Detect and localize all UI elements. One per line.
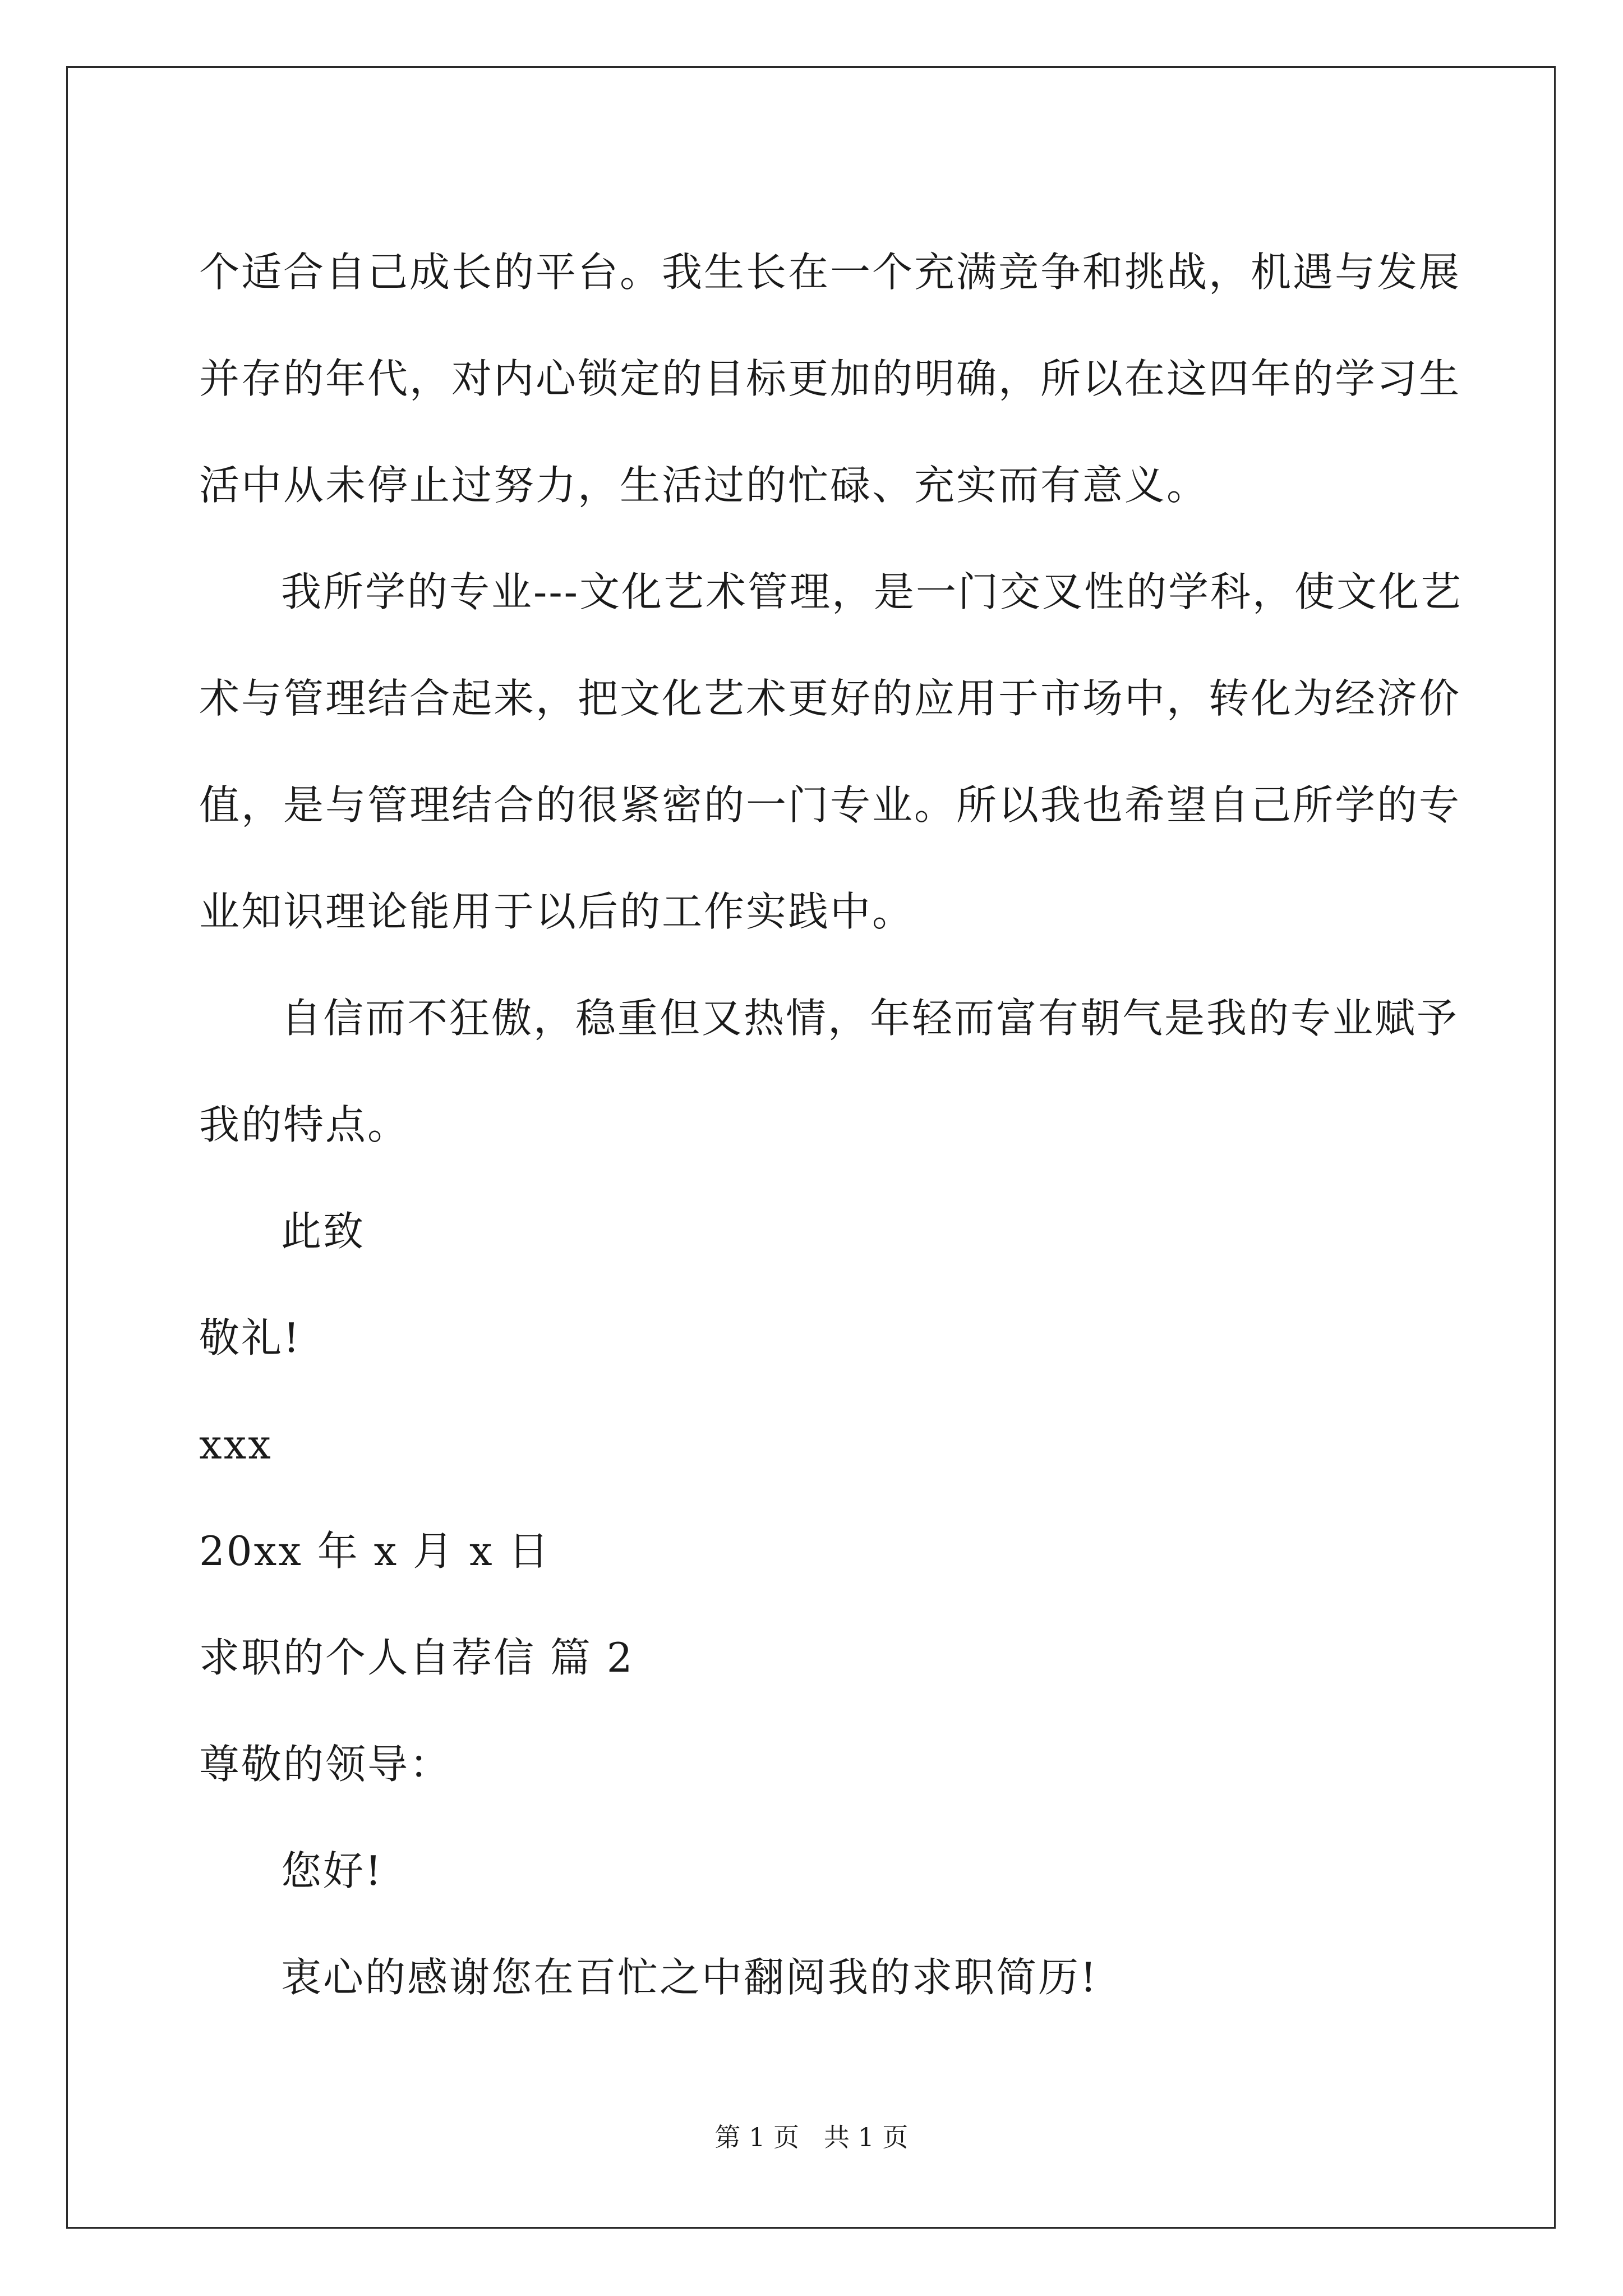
letter-body: [199, 219, 1463, 2031]
paragraph-start: 自信而不狂傲，稳重但又热情，年轻而富有朝气是我的专业赋予: [281, 995, 1459, 1042]
page-footer: 第 1 页 共 1 页: [714, 2122, 909, 2152]
text-line: 我的特点。: [199, 1101, 410, 1148]
greeting-hello: 您好!: [281, 1847, 383, 1894]
text-line: 活中从未停止过努力，生活过的忙碌、充实而有意义。: [199, 462, 1209, 509]
signature-date: 20xx 年 x 月 x 日: [199, 1527, 551, 1575]
text-line: 术与管理结合起来，把文化艺术更好的应用于市场中，转化为经济价: [199, 675, 1461, 722]
paragraph-start: 我所学的专业---文化艺术管理，是一门交叉性的学科，使文化艺: [281, 568, 1463, 615]
greeting: 尊敬的领导：: [199, 1741, 452, 1788]
text-line: 值，是与管理结合的很紧密的一门专业。所以我也希望自己所学的专: [199, 781, 1461, 829]
text-line: 个适合自己成长的平台。我生长在一个充满竞争和挑战，机遇与发展: [199, 249, 1461, 296]
text-line: 业知识理论能用于以后的工作实践中。: [199, 888, 915, 935]
paragraph-start: 衷心的感谢您在百忙之中翻阅我的求职简历!: [281, 1954, 1098, 2001]
signature-name: xxx: [199, 1421, 273, 1468]
closing-regards: 敬礼!: [199, 1314, 301, 1361]
text-line: 并存的年代，对内心锁定的目标更加的明确，所以在这四年的学习生: [199, 355, 1461, 402]
section-title: 求职的个人自荐信 篇 2: [199, 1634, 634, 1681]
closing-salutation: 此致: [281, 1208, 366, 1255]
